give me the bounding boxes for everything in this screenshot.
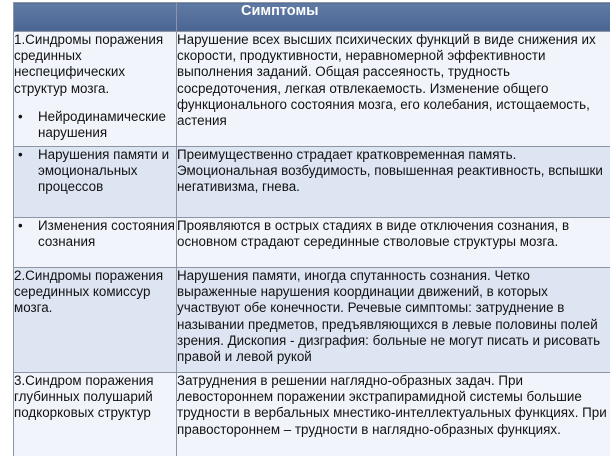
header-title: Симптомы xyxy=(241,3,319,19)
syndrome-bullet xyxy=(14,147,176,196)
table-row xyxy=(14,218,610,268)
header-cell-symptoms xyxy=(177,3,610,32)
symptom-cell: Проявляются в острых стадиях в виде отключения сознания, в основном страдают серединные стволовые структуры мозга. xyxy=(177,218,610,268)
bullet-icon: • xyxy=(18,218,23,233)
table-row xyxy=(14,268,610,373)
symptom-cell: Нарушение всех высших психических функций в виде снижения их скорости, продуктивности, неравномерной эффективности выполнения заданий. Общая рассеяность, трудность сосредоточения, легкая отвлекаемость. Изменение общего функционального состояния мозга, его колебания, истощаемость, астения xyxy=(177,32,610,147)
symptoms-table xyxy=(13,2,610,456)
syndrome-bullet-text: Нарушения памяти и эмоциональных процессов xyxy=(38,147,170,195)
syndrome-cell: 3.Синдром поражения глубинных полушарий подкорковых структур xyxy=(14,373,177,456)
table-row xyxy=(14,32,610,147)
syndrome-bullet xyxy=(14,218,176,250)
header-cell-left xyxy=(14,3,177,32)
table-row xyxy=(14,147,610,218)
symptom-cell: Нарушения памяти, иногда спутанность сознания. Четко выраженные нарушения координации движений, в которых участвуют обе конечности. Речевые симптомы: затруднение в назывании предметов, предъявляющихся в левые половины полей зрения. Дископия - дизграфия: больные не могут писать и рисовать правой и левой рукой xyxy=(177,268,610,373)
symptom-cell: Преимущественно страдает кратковременная память. Эмоциональная возбудимость, повышенная реактивность, вспышки негативизма, гнева. xyxy=(177,147,610,218)
syndrome-cell xyxy=(14,218,177,268)
bullet-icon: • xyxy=(18,147,23,162)
header-row xyxy=(14,3,610,32)
syndrome-bullet-text: Изменения состояния сознания xyxy=(38,218,175,250)
bullet-icon: • xyxy=(18,108,23,124)
syndrome-bullet xyxy=(14,109,176,141)
symptom-cell: Затруднения в решении наглядно-образных задач. При левостороннем поражении экстрапирамидной системы большие трудности в вербальных мнестико-интеллектуальных функциях. При правостороннем – трудности в наглядно-образных функциях. xyxy=(177,373,610,456)
syndrome-cell xyxy=(14,32,177,147)
syndrome-cell: 2.Синдромы поражения серединных комиссур мозга. xyxy=(14,268,177,373)
syndrome-title: 1.Синдромы поражения срединных неспецифических структур мозга. xyxy=(14,32,164,96)
syndrome-cell xyxy=(14,147,177,218)
syndrome-bullet-text: Нейродинамические нарушения xyxy=(38,108,166,141)
table-row xyxy=(14,373,610,456)
